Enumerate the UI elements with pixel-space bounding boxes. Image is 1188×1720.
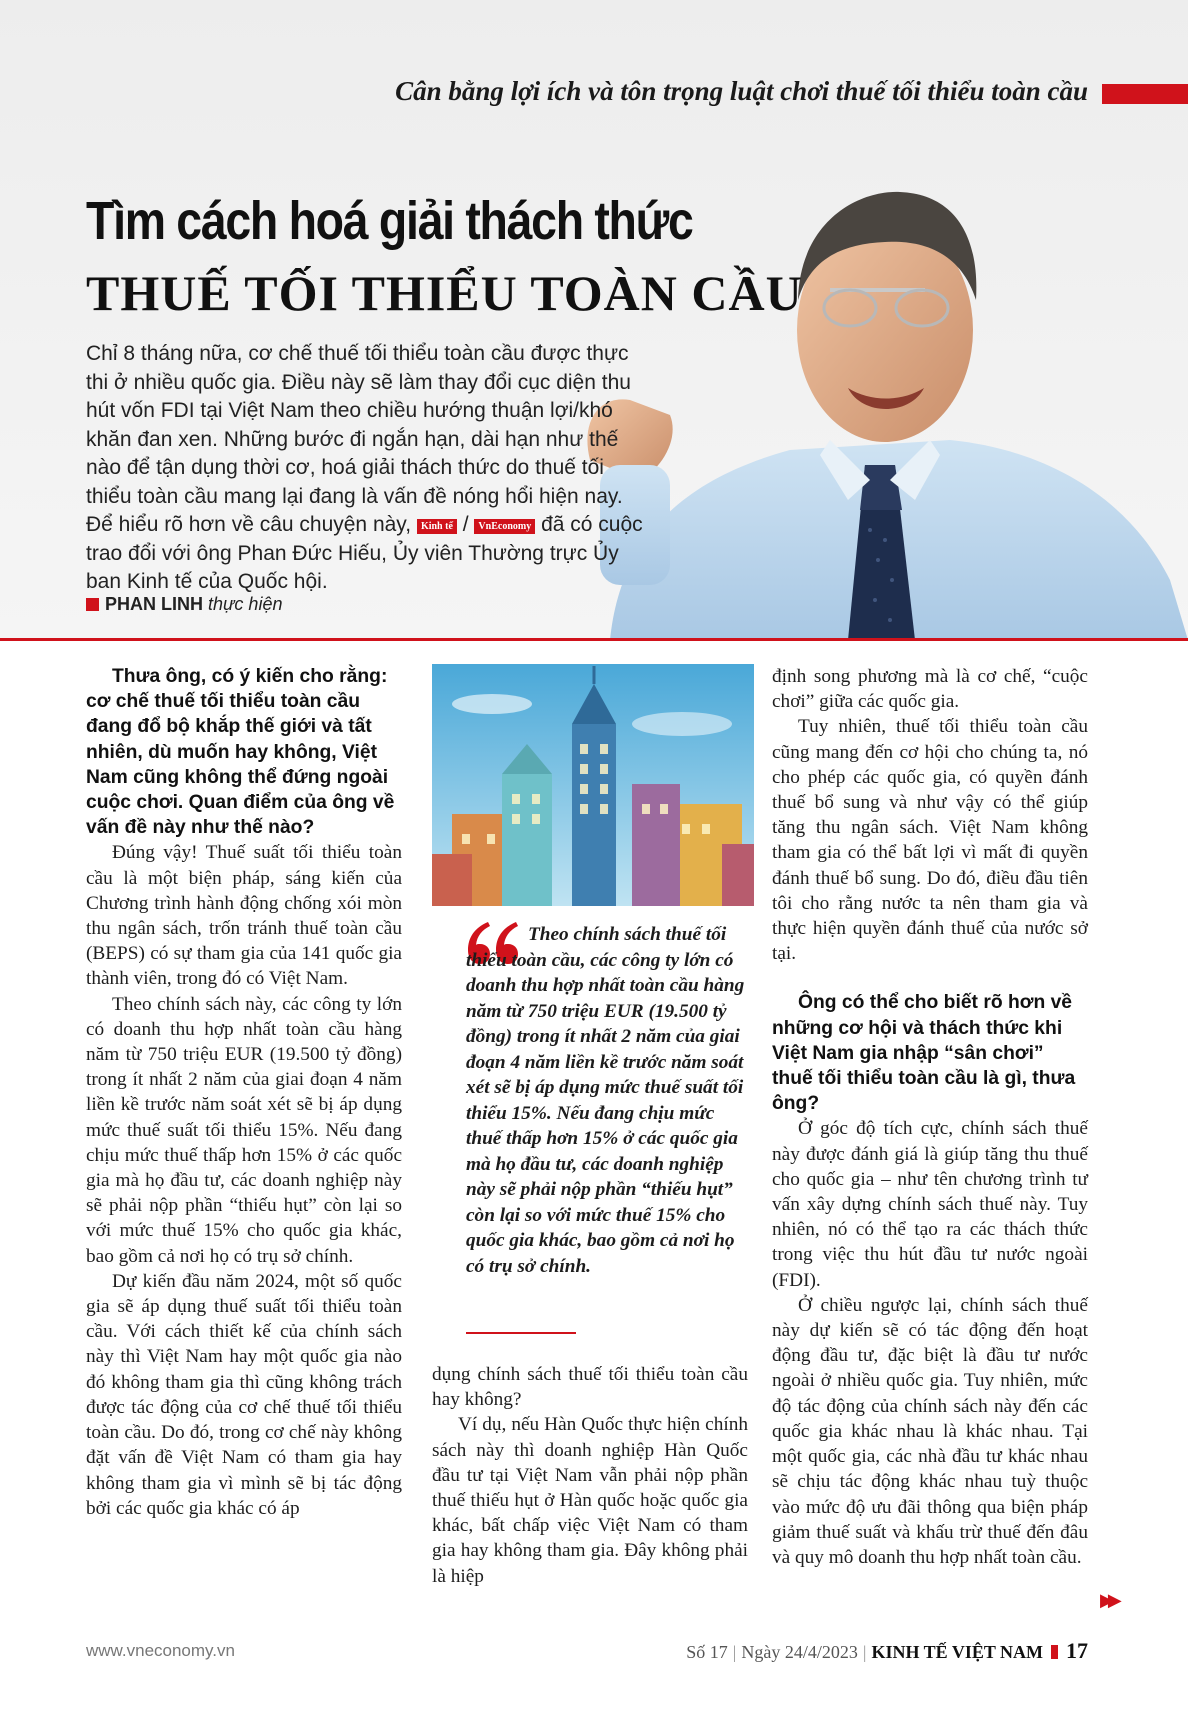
byline-role: thực hiện — [208, 594, 283, 614]
byline — [86, 594, 282, 615]
lead-text-part1: Chỉ 8 tháng nữa, cơ chế thuế tối thiểu toàn cầu được thực thi ở nhiều quốc gia. Điều này sẽ làm thay đổi cục diện thu hút vốn FDI tại Việt Nam theo chiều hướng thuận lợi/khó khăn đan xen. Những bước đi ngắn hạn, dài hạn như thế nào để tận dụng thời cơ, hoá giải thách thức do thuế tối thiểu toàn cầu mang lại đang là vấn đề nóng hổi hiện nay. Để hiểu rõ hơn về câu chuyện này, — [86, 342, 631, 536]
footer-issue: Số 17 — [686, 1642, 728, 1662]
continue-arrow-icon: ▶▶ — [1100, 1590, 1116, 1611]
paragraph: Theo chính sách này, các công ty lớn có doanh thu hợp nhất toàn cầu hàng năm từ 750 triệu EUR (19.500 tỷ đồng) trong ít nhất 2 năm của giai đoạn 4 năm liền kề trước năm soát xét sẽ bị áp dụng mức thuế suất tối thiểu 15%. Nếu đang chịu mức thuế thấp hơn 15% ở các quốc gia mà họ đầu tư, các doanh nghiệp này sẽ phải nộp phần “thiếu hụt” còn lại so với mức thuế 15% cho quốc gia khác, bao gồm cả nơi họ có trụ sở chính. — [86, 993, 402, 1267]
paragraph: Ví dụ, nếu Hàn Quốc thực hiện chính sách này thì doanh nghiệp Hàn Quốc đầu tư tại Việt Nam vẫn phải nộp phần thuế thiếu hụt ở Hàn quốc hoặc quốc gia khác, bất chấp việc Việt Nam có tham gia hay không tham gia. Đây không phải là hiệp — [432, 1414, 748, 1587]
article-column-1 — [86, 664, 402, 1521]
paragraph: Đúng vậy! Thuế suất tối thiểu toàn cầu là một biện pháp, sáng kiến của Chương trình hành động chống xói mòn thu ngân sách, trốn tránh thuế toàn cầu (BEPS) có sự tham gia của 141 quốc gia thành viên, trong đó có Việt Nam. — [86, 842, 402, 990]
page-number: 17 — [1066, 1638, 1088, 1663]
pull-quote-rule — [466, 1332, 576, 1334]
city-skyline-illustration — [432, 664, 754, 906]
pull-quote-text: Theo chính sách thuế tối thiểu toàn cầu, các công ty lớn có doanh thu hợp nhất toàn cầu hàng năm từ 750 triệu EUR (19.500 tỷ đồng) trong ít nhất 2 năm của giai đoạn 4 năm liền kề trước năm soát xét sẽ bị áp dụng mức thuế suất tối thiểu 15%. Nếu đang chịu mức thuế thấp hơn 15% ở các quốc gia mà họ đầu tư, các doanh nghiệp này sẽ phải nộp phần “thiếu hụt” còn lại so với mức thuế 15% cho quốc gia khác, bao gồm cả nơi họ có trụ sở chính. — [466, 924, 745, 1277]
article-column-2 — [432, 1362, 748, 1589]
headline: Tìm cách hoá giải thách thức — [86, 191, 693, 251]
paragraph: Ở chiều ngược lại, chính sách thuế này dự kiến sẽ có tác động đến hoạt động đầu tư, đặc biệt là đầu tư nước ngoài ở nhiều quốc gia. Tuy nhiên, mức độ tác động của chính sách này đến các quốc gia khác nhau là khác nhau. Tại một quốc gia, các nhà đầu tư khác nhau sẽ chịu tác động khác nhau tuỳ thuộc vào mức độ ưu đãi thông qua biện pháp giảm thuế suất và khấu trừ thuế đến đâu và quy mô doanh thu hợp nhất toàn cầu. — [772, 1294, 1088, 1568]
lead-slash: / — [462, 513, 469, 536]
paragraph: Ở góc độ tích cực, chính sách thuế này được đánh giá là giúp tăng thu thuế cho quốc gia – như tên chương trình tư vấn xây dựng chính sách thuế này. Tuy nhiên, nó có thể tạo ra các thách thức trong việc thu hút đầu tư nước ngoài (FDI). — [772, 1118, 1088, 1291]
section-accent-bar — [1102, 84, 1188, 104]
interview-question-2: Ông có thể cho biết rõ hơn về những cơ hội và thách thức khi Việt Nam gia nhập “sân chơi” thuế tối thiểu toàn cầu là gì, thưa ông? — [772, 992, 1076, 1115]
footer-url: www.vneconomy.vn — [86, 1641, 235, 1660]
byline-author: PHAN LINH — [105, 594, 203, 614]
lead-paragraph — [86, 340, 646, 597]
hero-divider — [0, 638, 1188, 641]
interview-question-1: Thưa ông, có ý kiến cho rằng: cơ chế thuế tối thiểu toàn cầu đang đổ bộ khắp thế giới và tất nhiên, dù muốn hay không, Việt Nam cũng không thể đứng ngoài cuộc chơi. Quan điểm của ông về vấn đề này như thế nào? — [86, 666, 395, 839]
footer-date: Ngày 24/4/2023 — [741, 1642, 858, 1662]
footer-info: Số 17 | Ngày 24/4/2023 | KINH TẾ VIỆT NAM 17 — [686, 1638, 1088, 1663]
paragraph: dụng chính sách thuế tối thiểu toàn cầu hay không? — [432, 1364, 748, 1411]
headline-subtitle: THUẾ TỐI THIỂU TOÀN CẦU — [86, 265, 803, 321]
lead-text-part2: đã có cuộc trao đổi với ông Phan Đức Hiếu, Ủy viên Thường trực Ủy ban Kinh tế của Quốc hội. — [86, 513, 643, 593]
footer-accent-square — [1051, 1645, 1058, 1659]
vneconomy-logo: VnEconomy — [474, 519, 535, 534]
paragraph: định song phương mà là cơ chế, “cuộc chơi” giữa các quốc gia. — [772, 666, 1088, 713]
pen-icon — [86, 598, 99, 611]
paragraph: Tuy nhiên, thuế tối thiểu toàn cầu cũng mang đến cơ hội cho chúng ta, nó cho phép các quốc gia, có quyền đánh thuế bổ sung và như vậy có thể giúp tăng thu ngân sách. Việt Nam không tham gia có thể bất lợi vì mất đi quyền đánh thuế bổ sung. Do đó, điều đầu tiên tôi cho rằng nước ta nên tham gia và thực hiện quyền đánh thuế của nước sở tại. — [772, 716, 1088, 965]
paragraph: Dự kiến đầu năm 2024, một số quốc gia sẽ áp dụng thuế suất tối thiểu toàn cầu. Với cách thiết kế của chính sách này thì Việt Nam hay một quốc gia nào đó không tham gia thì cũng không trách được tác động của cơ chế thuế tối thiểu toàn cầu. Do đó, trong cơ chế này không đặt vấn đề Việt Nam có tham gia hay không tham gia vì mình sẽ bị tác động bởi các quốc gia khác có áp — [86, 1270, 402, 1519]
section-tag: Cân bằng lợi ích và tôn trọng luật chơi thuế tối thiểu toàn cầu — [395, 76, 1088, 106]
article-column-3 — [772, 664, 1088, 1570]
kinhte-logo: Kinh tế — [417, 519, 457, 534]
footer-publication: KINH TẾ VIỆT NAM — [871, 1642, 1043, 1662]
